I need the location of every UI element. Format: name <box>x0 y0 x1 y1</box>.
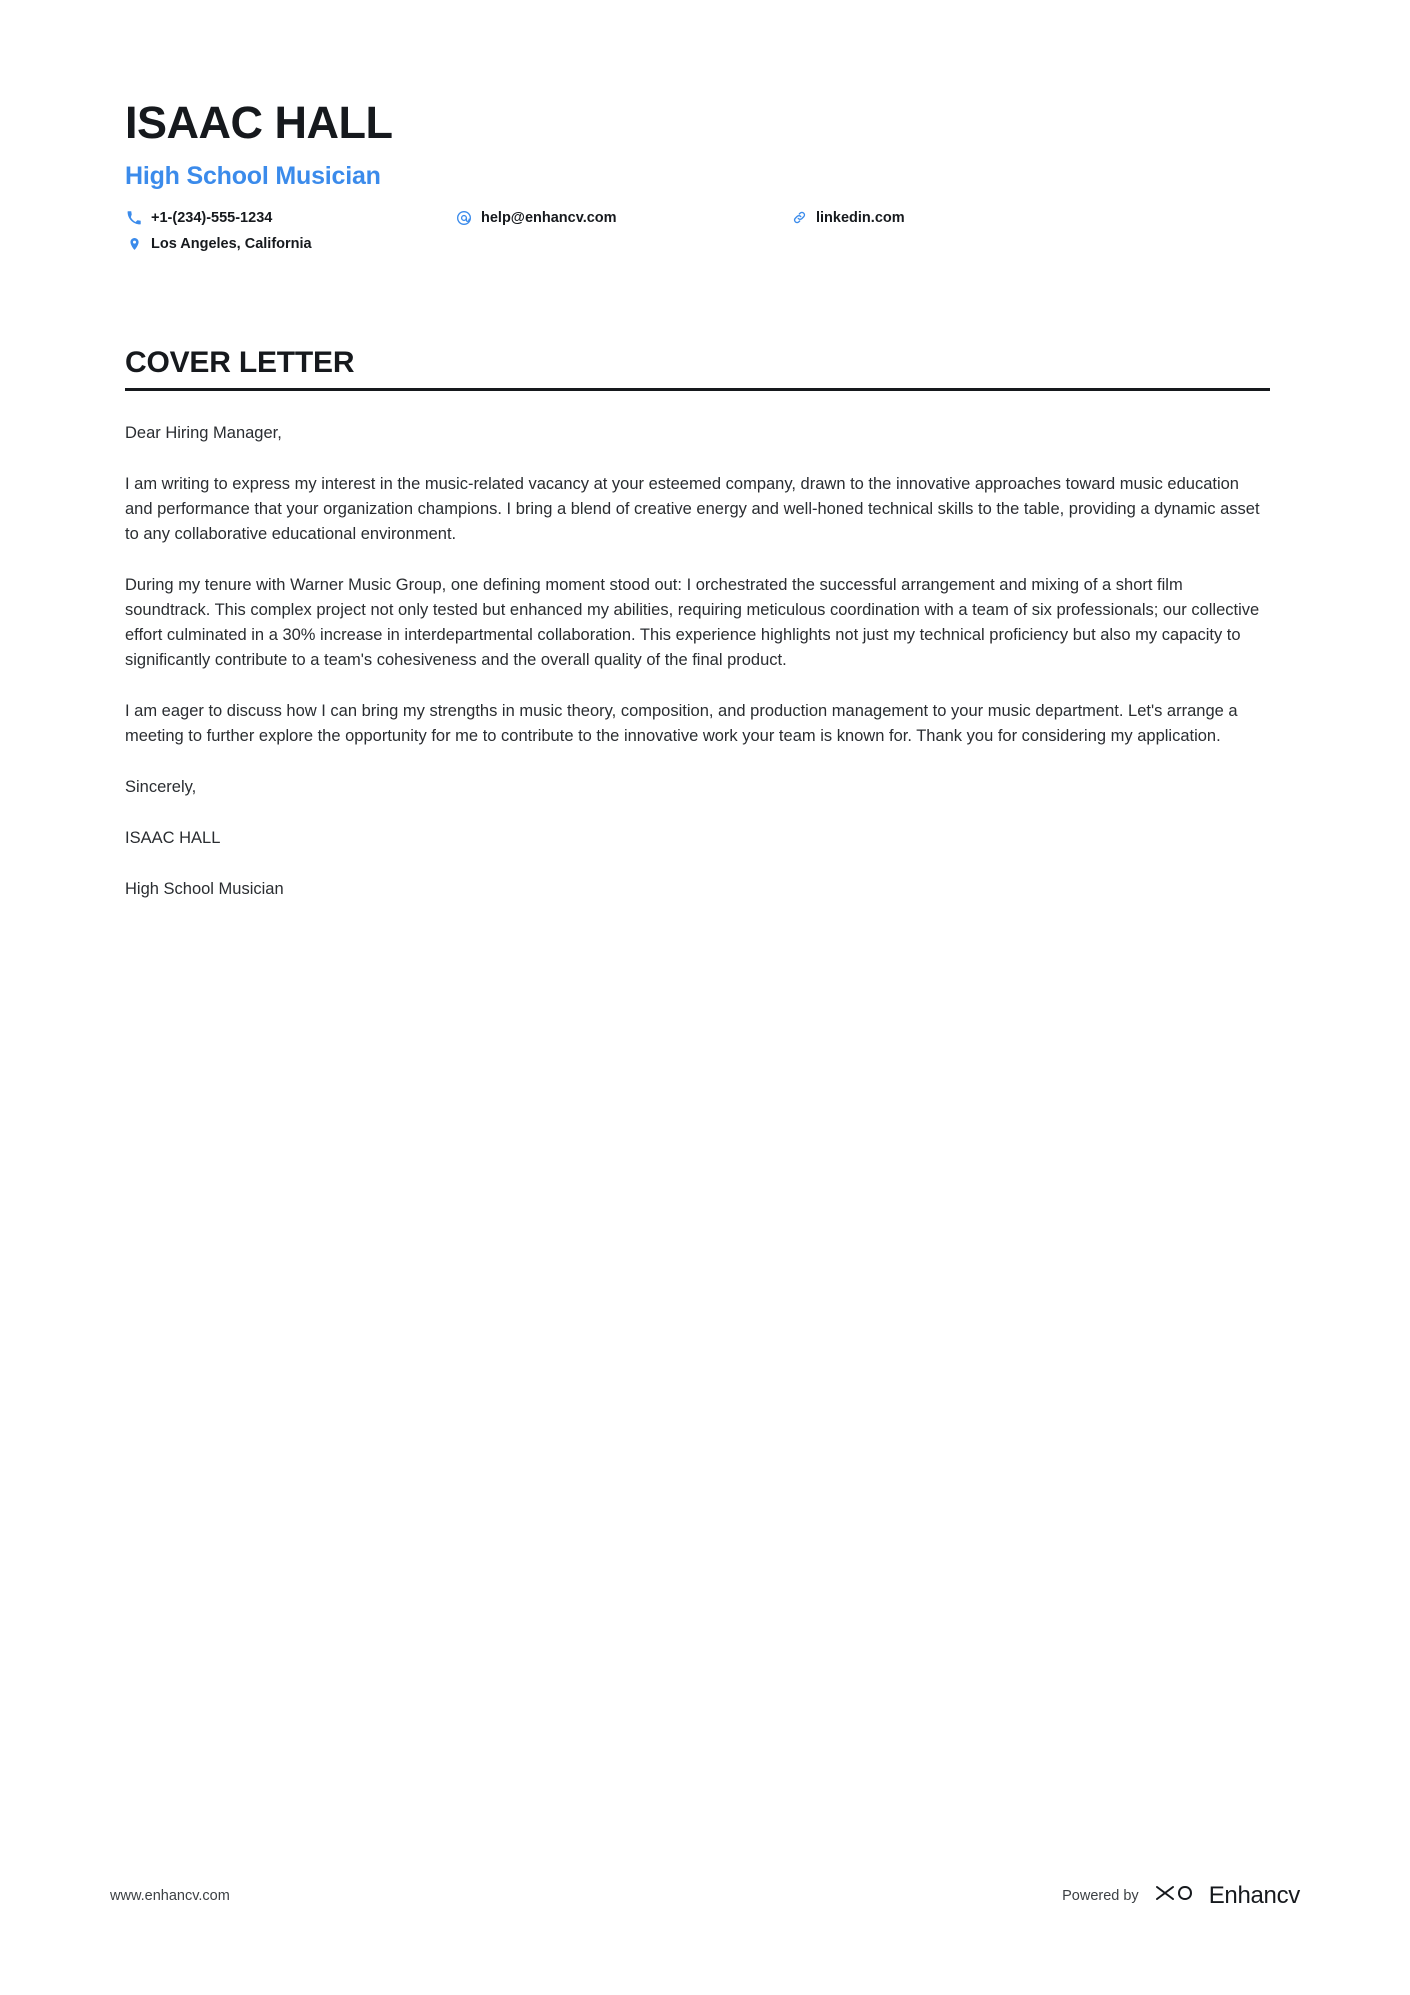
section-divider <box>125 388 1270 391</box>
contact-phone-text: +1-(234)-555-1234 <box>151 209 273 226</box>
contact-location-text: Los Angeles, California <box>151 235 312 252</box>
section-title-cover-letter: COVER LETTER <box>125 345 355 379</box>
contact-linkedin[interactable] <box>790 209 1090 227</box>
contact-email[interactable] <box>455 209 790 227</box>
letter-body <box>125 421 1270 903</box>
contact-row-primary <box>125 209 1270 227</box>
footer-branding <box>1062 1879 1300 1912</box>
letter-signature-name: ISAAC HALL <box>125 829 221 848</box>
page-footer <box>110 1879 1300 1912</box>
contact-email-text: help@enhancv.com <box>481 209 617 226</box>
phone-icon <box>125 209 143 227</box>
contact-row-secondary <box>125 235 1270 253</box>
enhancv-logo-icon <box>1153 1879 1199 1912</box>
powered-by-label: Powered by <box>1062 1887 1139 1904</box>
job-title: High School Musician <box>125 161 381 190</box>
enhancv-brand-name: Enhancv <box>1208 1881 1300 1909</box>
contact-linkedin-text: linkedin.com <box>816 209 905 226</box>
letter-paragraph-2: During my tenure with Warner Music Group, one defining moment stood out: I orchestrated the successful arrangement and mixing of a short film soundtrack. This complex project not only tested but enhanced my abilities, requiring meticulous coordination with a team of six professionals; our collective effort culminated in a 30% increase in interdepartmental collaboration. This experience highlights not just my technical proficiency but also my capacity to significantly contribute to a team's cohesiveness and the overall quality of the final product. <box>125 575 1260 670</box>
letter-closing: Sincerely, <box>125 778 197 797</box>
contact-location <box>125 235 455 253</box>
letter-salutation: Dear Hiring Manager, <box>125 423 282 442</box>
footer-website-url[interactable]: www.enhancv.com <box>110 1887 230 1904</box>
email-icon <box>455 209 473 227</box>
page-title: ISAAC HALL <box>125 97 393 148</box>
letter-paragraph-1: I am writing to express my interest in the music-related vacancy at your esteemed company, drawn to the innovative approaches toward music education and performance that your organization champions. I bring a blend of creative energy and well-honed technical skills to the table, providing a dynamic asset to any collaborative educational environment. <box>125 474 1260 543</box>
document-content <box>125 98 1270 903</box>
letter-paragraph-3: I am eager to discuss how I can bring my strengths in music theory, composition, and production management to your music department. Let's arrange a meeting to further explore the opportunity for me to contribute to the innovative work your team is known for. Thank you for considering my application. <box>125 702 1238 746</box>
contact-phone <box>125 209 455 227</box>
enhancv-brand <box>1153 1879 1300 1912</box>
link-icon <box>790 209 808 227</box>
letter-signature-role: High School Musician <box>125 880 284 899</box>
location-pin-icon <box>125 235 143 253</box>
